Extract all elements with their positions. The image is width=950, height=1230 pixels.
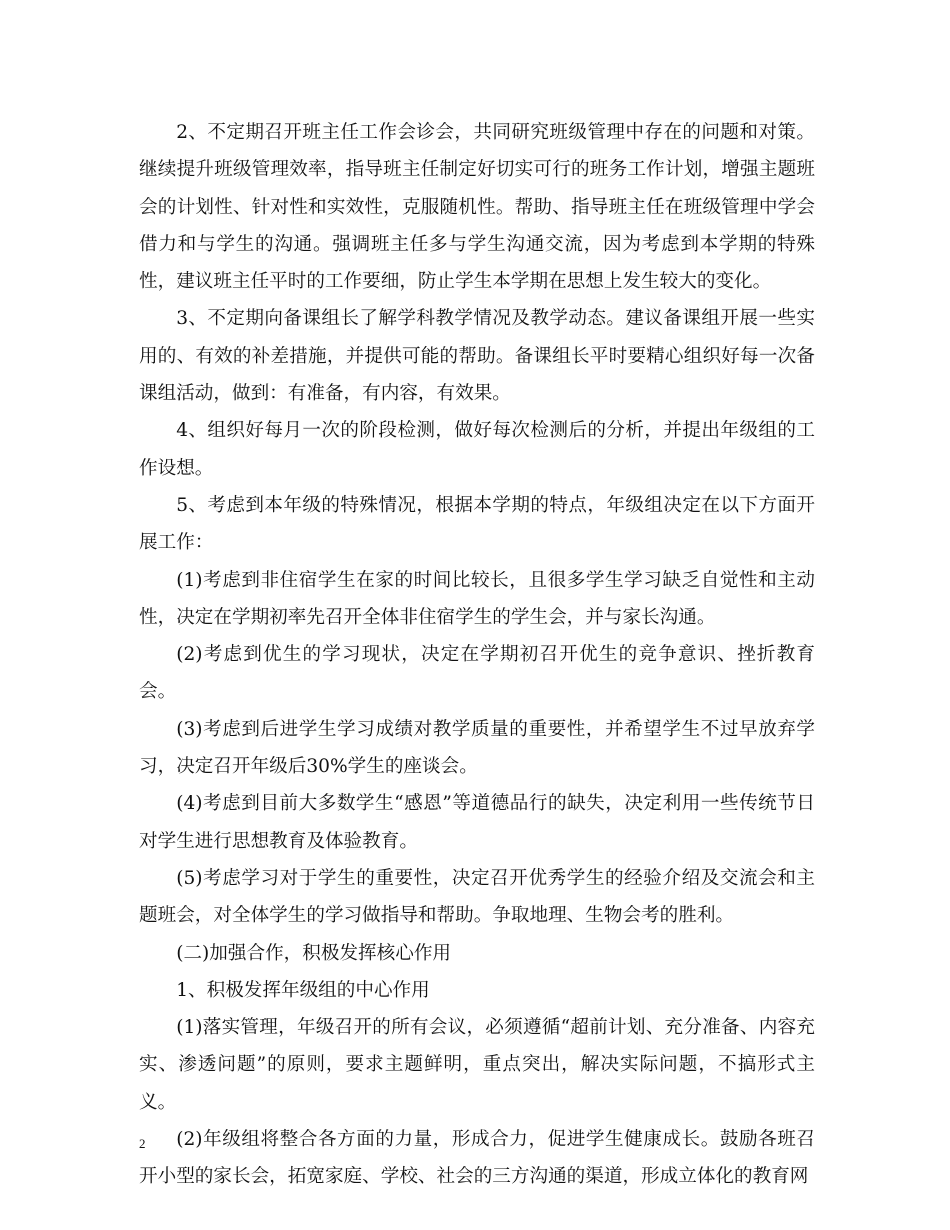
paragraph-management-2: (2)年级组将整合各方面的力量，形成合力，促进学生健康成长。鼓励各班召开小型的家长会，拓宽家庭、学校、社会的三方沟通的渠道，形成立体化的教育网: [139, 1129, 815, 1188]
page-number: 2: [139, 1136, 146, 1151]
document-body: [139, 114, 815, 1196]
paragraph-management-1: (1)落实管理，年级召开的所有会议，必须遵循“超前计划、充分准备、内容充实、渗透问题”的原则，要求主题鲜明，重点突出，解决实际问题，不搞形式主义。: [139, 1017, 815, 1113]
paragraph-subitem-1: (1)考虑到非住宿学生在家的时间比较长，且很多学生学习缺乏自觉性和主动性，决定在学期初率先召开全体非住宿学生的学生会，并与家长沟通。: [139, 569, 815, 628]
section-heading: (二)加强合作，积极发挥核心作用: [176, 942, 452, 964]
paragraph-item-3: 3、不定期向备课组长了解学科教学情况及教学动态。建议备课组开展一些实用的、有效的补差措施，并提供可能的帮助。备课组长平时要精心组织好每一次备课组活动，做到：有准备，有内容，有效果。: [139, 308, 815, 405]
paragraph-subitem-2: (2)考虑到优生的学习现状，决定在学期初召开优生的竞争意识、挫折教育会。: [139, 644, 815, 703]
subsection-heading: 1、积极发挥年级组的中心作用: [176, 979, 430, 1001]
paragraph-subitem-5: (5)考虑学习对于学生的重要性，决定召开优秀学生的经验介绍及交流会和主题班会，对全体学生的学习做指导和帮助。争取地理、生物会考的胜利。: [139, 867, 815, 927]
paragraph-subitem-3: (3)考虑到后进学生学习成绩对教学质量的重要性，并希望学生不过早放弃学习，决定召开年级后30%学生的座谈会。: [139, 718, 815, 778]
paragraph-item-2: 2、不定期召开班主任工作会诊会，共同研究班级管理中存在的问题和对策。继续提升班级管理效率，指导班主任制定好切实可行的班务工作计划，增强主题班会的计划性、针对性和实效性，克服随机性。帮助、指导班主任在班级管理中学会借力和与学生的沟通。强调班主任多与学生沟通交流，因为考虑到本学期的特殊性，建议班主任平时的工作要细，防止学生本学期在思想上发生较大的变化。: [139, 122, 815, 293]
paragraph-item-4: 4、组织好每月一次的阶段检测，做好每次检测后的分析，并提出年级组的工作设想。: [139, 420, 815, 479]
paragraph-subitem-4: (4)考虑到目前大多数学生“感恩”等道德品行的缺失，决定利用一些传统节日对学生进行思想教育及体验教育。: [139, 793, 815, 852]
paragraph-item-5: 5、考虑到本年级的特殊情况，根据本学期的特点，年级组决定在以下方面开展工作：: [139, 494, 815, 554]
